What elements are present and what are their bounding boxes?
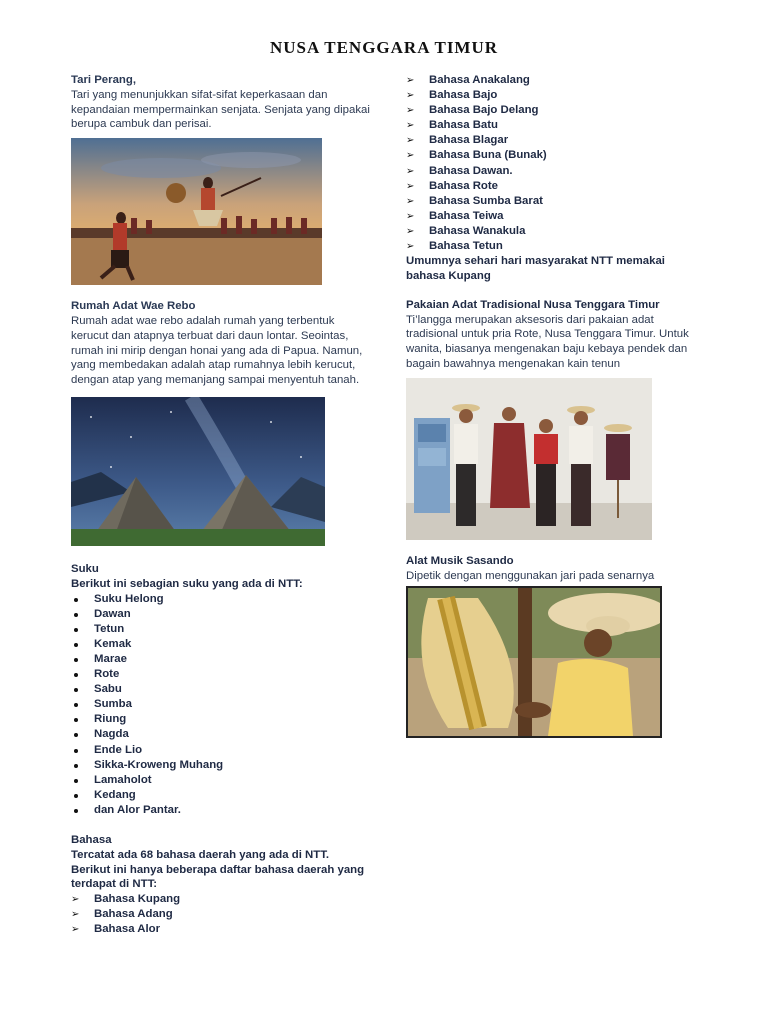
suku-intro: Berikut ini sebagian suku yang ada di NTT:	[71, 577, 303, 590]
list-item: ➢ Bahasa Blagar	[406, 133, 706, 148]
rumah-heading: Rumah Adat Wae Rebo	[71, 300, 196, 313]
list-item: ➢ Bahasa Dawan.	[406, 164, 706, 179]
rumah-adat-section	[71, 299, 371, 388]
pakaian-text: Ti’langga merupakan aksesoris dari pakaian adat tradisional untuk pria Rote, Nusa Tenggara Timur. Untuk wanita, biasanya mengenakan baju kebaya pendek dan bagain bawahnya mengenakan kain tenun	[406, 313, 689, 370]
list-item: Kemak	[71, 637, 371, 652]
list-item: ➢ Bahasa Bajo Delang	[406, 103, 706, 118]
pakaian-section	[406, 298, 706, 372]
list-item: ➢ Bahasa Wanakula	[406, 224, 706, 239]
tari-heading: Tari Perang,	[71, 74, 136, 86]
list-item: Rote	[71, 667, 371, 682]
suku-list	[71, 592, 371, 818]
tari-perang-section	[71, 73, 371, 132]
bahasa-closing: Umumnya sehari hari masyarakat NTT memakai bahasa Kupang	[406, 255, 665, 282]
list-item: Suku Helong	[71, 592, 371, 607]
pakaian-adat-photo	[406, 378, 652, 540]
list-item: ➢ Bahasa Rote	[406, 179, 706, 194]
bahasa-section	[71, 833, 371, 937]
left-column	[71, 73, 371, 937]
list-item: Sikka-Kroweng Muhang	[71, 758, 371, 773]
tari-perang-photo	[71, 138, 322, 285]
list-item: dan Alor Pantar.	[71, 803, 371, 818]
list-item: Marae	[71, 652, 371, 667]
page-title: NUSA TENGGARA TIMUR	[269, 38, 499, 57]
list-item: ➢ Bahasa Teiwa	[406, 209, 706, 224]
right-column	[406, 73, 706, 738]
wae-rebo-photo	[71, 397, 325, 546]
bahasa-heading: Bahasa	[71, 833, 112, 846]
suku-heading: Suku	[71, 562, 99, 575]
list-item: Sabu	[71, 682, 371, 697]
list-item: ➢ Bahasa Bajo	[406, 88, 706, 103]
list-item: Riung	[71, 712, 371, 727]
sasando-text: Dipetik dengan menggunakan jari pada senarnya	[406, 569, 655, 582]
sasando-heading: Alat Musik Sasando	[406, 554, 514, 567]
list-item: ➢ Bahasa Adang	[71, 907, 371, 922]
list-item: Tetun	[71, 622, 371, 637]
list-item: ➢ Bahasa Tetun	[406, 239, 706, 254]
bahasa-list-right	[406, 73, 706, 254]
rumah-text: Rumah adat wae rebo adalah rumah yang terbentuk kerucut dan atapnya terbuat dari daun lontar. Seointas, rumah ini mirip dengan honai yang ada di Papua. Namun, yang membedakan adalah atap rumahnya lebih kerucut, dengan atap yang memanjang sampai menyentuh tanah.	[71, 314, 363, 387]
list-item: ➢ Bahasa Anakalang	[406, 73, 706, 88]
bahasa-intro: Tercatat ada 68 bahasa daerah yang ada di NTT. Berikut ini hanya beberapa daftar bahasa daerah yang terdapat di NTT:	[71, 848, 365, 891]
list-item: ➢ Bahasa Sumba Barat	[406, 194, 706, 209]
list-item: ➢ Bahasa Kupang	[71, 892, 371, 907]
list-item: ➢ Bahasa Batu	[406, 118, 706, 133]
list-item: Ende Lio	[71, 743, 371, 758]
bahasa-list-left	[71, 892, 371, 937]
tari-text: Tari yang menunjukkan sifat-sifat keperkasaan dan kepandaian mempermainkan senjata. Senjata yang dipakai berupa cambuk dan perisai.	[71, 88, 370, 131]
bahasa-continued	[406, 73, 706, 284]
sasando-section	[406, 554, 706, 584]
list-item: Nagda	[71, 727, 371, 742]
sasando-photo	[406, 586, 662, 738]
list-item: Dawan	[71, 607, 371, 622]
pakaian-heading: Pakaian Adat Tradisional Nusa Tenggara Timur	[406, 298, 660, 311]
suku-section	[71, 562, 371, 818]
list-item: Kedang	[71, 788, 371, 803]
list-item: ➢ Bahasa Alor	[71, 922, 371, 937]
list-item: Sumba	[71, 697, 371, 712]
list-item: ➢ Bahasa Buna (Bunak)	[406, 148, 706, 163]
list-item: Lamaholot	[71, 773, 371, 788]
